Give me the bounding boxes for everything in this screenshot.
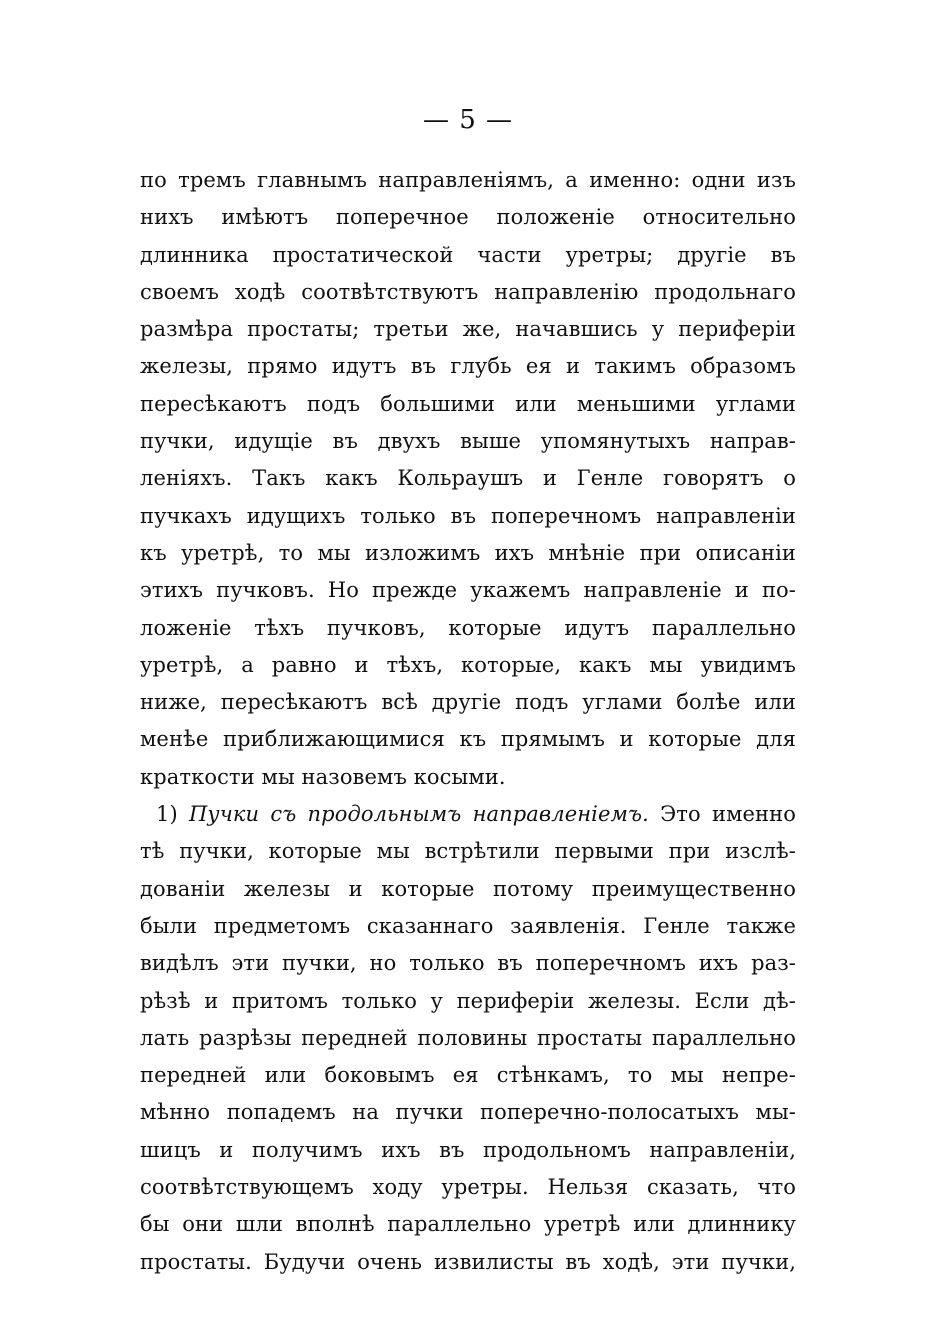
- text-line: менѣе приближающимися къ прямымъ и которые для: [140, 727, 796, 752]
- text-line: нихъ имѣютъ поперечное положеніе относительно: [140, 205, 796, 230]
- text-line: своемъ ходѣ соотвѣтствуютъ направленію продольнаго: [140, 279, 796, 304]
- text-line: ниже, пересѣкаютъ всѣ другіе подъ углами болѣе или: [140, 690, 796, 715]
- text-line: длинника простатической части уретры; другіе въ: [140, 242, 796, 267]
- body-text: [140, 162, 796, 1281]
- text-line: рѣзѣ и притомъ только у периферіи железы. Если дѣ-: [140, 988, 796, 1013]
- text-line: этихъ пучковъ. Но прежде укажемъ направленіе и по-: [140, 578, 796, 603]
- text-line: краткости мы назовемъ косыми.: [140, 764, 506, 789]
- section-title: Пучки съ продольнымъ направленіемъ.: [189, 802, 649, 827]
- text-line: тѣ пучки, которые мы встрѣтили первыми при изслѣ-: [140, 839, 796, 864]
- text-line: пересѣкаютъ подъ большими или меньшими углами: [140, 391, 796, 416]
- section-number: 1): [156, 802, 178, 827]
- text-line: размѣра простаты; третьи же, начавшись у периферіи: [140, 317, 796, 342]
- text-line: мѣнно попадемъ на пучки поперечно-полосатыхъ мы-: [140, 1100, 796, 1125]
- text-line: лать разрѣзы передней половины простаты параллельно: [140, 1025, 796, 1050]
- section-heading-line: [140, 796, 796, 833]
- text-line: передней или боковымъ ея стѣнкамъ, то мы непре-: [140, 1063, 796, 1088]
- text-line: уретрѣ, а равно и тѣхъ, которые, какъ мы увидимъ: [140, 652, 796, 677]
- section-heading-rest: Это именно: [660, 802, 796, 827]
- text-line: соотвѣтствующемъ ходу уретры. Нельзя сказать, что: [140, 1175, 796, 1200]
- page-number: — 5 —: [422, 105, 514, 135]
- text-line: бы они шли вполнѣ параллельно уретрѣ или длиннику: [140, 1212, 796, 1237]
- text-line: ложеніе тѣхъ пучковъ, которые идутъ параллельно: [140, 615, 796, 640]
- text-line: дованіи железы и которые потому преимущественно: [140, 876, 796, 901]
- text-line: шицъ и получимъ ихъ въ продольномъ направленіи,: [140, 1137, 796, 1162]
- text-line: видѣлъ эти пучки, но только въ поперечномъ ихъ раз-: [140, 951, 796, 976]
- text-line: простаты. Будучи очень извилисты въ ходѣ, эти пучки,: [140, 1249, 796, 1274]
- text-line: пучки, идущіе въ двухъ выше упомянутыхъ направ-: [140, 429, 796, 454]
- text-line: къ уретрѣ, то мы изложимъ ихъ мнѣніе при описаніи: [140, 540, 796, 565]
- text-line: леніяхъ. Такъ какъ Кольраушъ и Генле говорятъ о: [140, 466, 796, 491]
- text-line: железы, прямо идутъ въ глубь ея и такимъ образомъ: [140, 354, 796, 379]
- text-line: пучкахъ идущихъ только въ поперечномъ направленіи: [140, 503, 796, 528]
- text-line: были предметомъ сказаннаго заявленія. Генле также: [140, 913, 796, 938]
- text-line: по тремъ главнымъ направленіямъ, а именно: одни изъ: [140, 168, 796, 192]
